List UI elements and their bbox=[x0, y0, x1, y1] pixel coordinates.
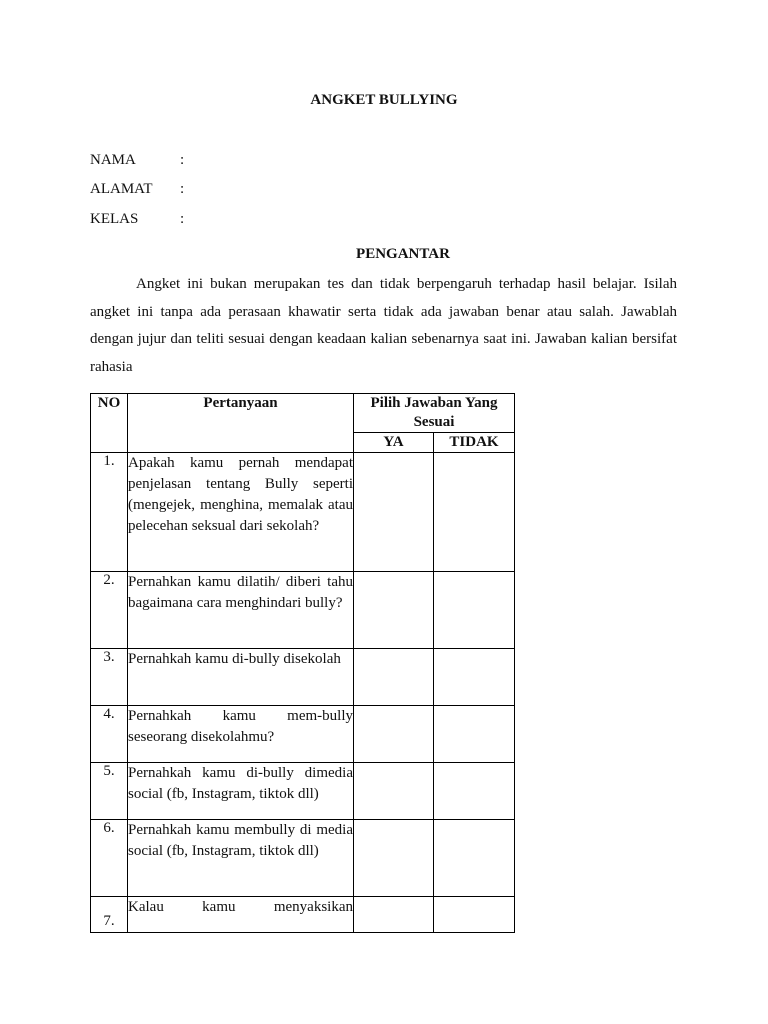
answer-yes-cell[interactable] bbox=[354, 453, 434, 572]
field-label: ALAMAT bbox=[90, 181, 153, 197]
document-title: ANGKET BULLYING bbox=[310, 92, 458, 108]
questionnaire-table bbox=[90, 393, 515, 933]
field-label: KELAS bbox=[90, 211, 139, 227]
field-kelas bbox=[90, 211, 184, 228]
table-row bbox=[91, 572, 515, 649]
table-row bbox=[91, 897, 515, 933]
answer-yes-cell[interactable] bbox=[354, 820, 434, 897]
answer-yes-cell[interactable] bbox=[354, 706, 434, 763]
table-row bbox=[91, 706, 515, 763]
row-number: 5. bbox=[91, 763, 128, 820]
row-number: 1. bbox=[91, 453, 128, 572]
answer-yes-cell[interactable] bbox=[354, 649, 434, 706]
table-row bbox=[91, 763, 515, 820]
section-heading: PENGANTAR bbox=[356, 246, 450, 262]
row-number: 2. bbox=[91, 572, 128, 649]
header-question: Pertanyaan bbox=[128, 394, 354, 453]
field-separator: : bbox=[180, 152, 185, 168]
row-question: Pernahkah kamu di-bully disekolah bbox=[128, 649, 354, 706]
table-row bbox=[91, 453, 515, 572]
answer-no-cell[interactable] bbox=[434, 453, 515, 572]
header-choose-answer: Pilih Jawaban Yang Sesuai bbox=[354, 394, 515, 433]
field-nama bbox=[90, 152, 184, 169]
answer-no-cell[interactable] bbox=[434, 897, 515, 933]
table-row bbox=[91, 820, 515, 897]
header-no: NO bbox=[91, 394, 128, 453]
answer-no-cell[interactable] bbox=[434, 706, 515, 763]
field-label: NAMA bbox=[90, 152, 136, 168]
row-number: 3. bbox=[91, 649, 128, 706]
field-separator: : bbox=[180, 211, 185, 227]
answer-no-cell[interactable] bbox=[434, 649, 515, 706]
row-question: Kalau kamu menyaksikan bbox=[128, 897, 354, 933]
header-no-answer: TIDAK bbox=[434, 433, 515, 453]
row-number: 7. bbox=[91, 897, 128, 933]
answer-no-cell[interactable] bbox=[434, 820, 515, 897]
field-alamat bbox=[90, 181, 184, 198]
answer-no-cell[interactable] bbox=[434, 572, 515, 649]
answer-no-cell[interactable] bbox=[434, 763, 515, 820]
answer-yes-cell[interactable] bbox=[354, 897, 434, 933]
row-question: Pernahkah kamu di-bully dimedia social (fb, Instagram, tiktok dll) bbox=[128, 763, 354, 820]
row-question: Pernahkan kamu dilatih/ diberi tahu bagaimana cara menghindari bully? bbox=[128, 572, 354, 649]
row-question: Apakah kamu pernah mendapat penjelasan tentang Bully seperti (mengejek, menghina, memalak atau pelecehan seksual dari sekolah? bbox=[128, 453, 354, 572]
header-yes: YA bbox=[354, 433, 434, 453]
row-question: Pernahkah kamu mem-bully seseorang disekolahmu? bbox=[128, 706, 354, 763]
answer-yes-cell[interactable] bbox=[354, 763, 434, 820]
row-number: 4. bbox=[91, 706, 128, 763]
answer-yes-cell[interactable] bbox=[354, 572, 434, 649]
row-question: Pernahkah kamu membully di media social (fb, Instagram, tiktok dll) bbox=[128, 820, 354, 897]
table-row bbox=[91, 649, 515, 706]
field-separator: : bbox=[180, 181, 185, 197]
intro-paragraph: Angket ini bukan merupakan tes dan tidak berpengaruh terhadap hasil belajar. Isilah angket ini tanpa ada perasaan khawatir serta tidak ada jawaban benar atau salah. Jawablah dengan jujur dan teliti sesuai dengan keadaan kalian sebenarnya saat ini. Jawaban kalian bersifat rahasia bbox=[90, 276, 677, 375]
row-number: 6. bbox=[91, 820, 128, 897]
